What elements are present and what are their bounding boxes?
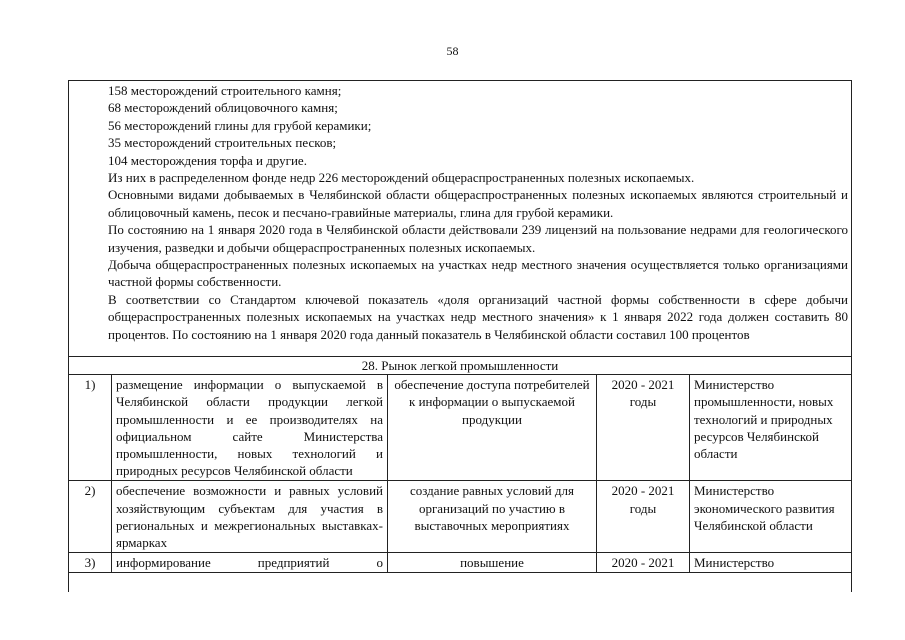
measures-table <box>68 356 852 573</box>
paragraph: 35 месторождений строительных песков; <box>108 135 337 151</box>
measure-cell: обеспечение возможности и равных условий хозяйствующим субъектам для участия в региональных и межрегиональных выставках-ярмарках <box>112 481 388 553</box>
result-cell: создание равных условий для организаций по участию в выставочных мероприятиях <box>388 481 597 553</box>
period-cell: 2020 - 2021 годы <box>597 481 690 553</box>
table-row <box>69 553 852 573</box>
period-cell: 2020 - 2021 <box>597 553 690 573</box>
result-cell: повышение <box>388 553 597 573</box>
paragraph: 56 месторождений глины для грубой керамики; <box>108 117 372 133</box>
paragraph: 104 месторождения торфа и другие. <box>108 152 307 168</box>
paragraph: Добыча общераспространенных полезных ископаемых на участках недр местного значения осуществляется только организациями частной формы собственности. <box>108 257 848 290</box>
table-row <box>69 481 852 553</box>
page-number: 58 <box>446 44 459 58</box>
paragraph: По состоянию на 1 января 2020 года в Челябинской области действовали 239 лицензий на пользование недрами для геологического изучения, разведки и добычи общераспространенных полезных ископаемых. <box>108 222 848 255</box>
row-number: 1) <box>69 375 112 481</box>
executor-cell: Министерство экономического развития Челябинской области <box>690 481 852 553</box>
body-text <box>88 82 848 343</box>
row-number: 3) <box>69 553 112 573</box>
measure-cell: информирование предприятий о <box>112 553 388 573</box>
section-title: 28. Рынок легкой промышленности <box>69 357 852 375</box>
section-row <box>69 357 852 375</box>
table-row <box>69 375 852 481</box>
result-cell: обеспечение доступа потребителей к информации о выпускаемой продукции <box>388 375 597 481</box>
period-cell: 2020 - 2021 годы <box>597 375 690 481</box>
paragraph: Основными видами добываемых в Челябинской области общераспространенных полезных ископаемых являются строительный и облицовочный камень, песок и песчано-гравийные материалы, глина для грубой керамики. <box>108 187 848 220</box>
measure-cell: размещение информации о выпускаемой в Челябинской области продукции легкой промышленности и ее производителях на официальном сайте Министерства промышленности, новых технологий и природных ресурсов Челябинской области <box>112 375 388 481</box>
executor-cell: Министерство промышленности, новых технологий и природных ресурсов Челябинской области <box>690 375 852 481</box>
paragraph: 68 месторождений облицовочного камня; <box>108 100 338 116</box>
row-number: 2) <box>69 481 112 553</box>
paragraph: В соответствии со Стандартом ключевой показатель «доля организаций частной формы собственности в сфере добычи общераспространенных полезных ископаемых на участках недр местного значения» к 1 января 2022 года должен составить 80 процентов. По состоянию на 1 января 2020 года данный показатель в Челябинской области составил 100 процентов <box>108 291 848 342</box>
paragraph: 158 месторождений строительного камня; <box>108 83 342 98</box>
executor-cell: Министерство <box>690 553 852 573</box>
paragraph: Из них в распределенном фонде недр 226 месторождений общераспространенных полезных ископаемых. <box>108 170 695 186</box>
